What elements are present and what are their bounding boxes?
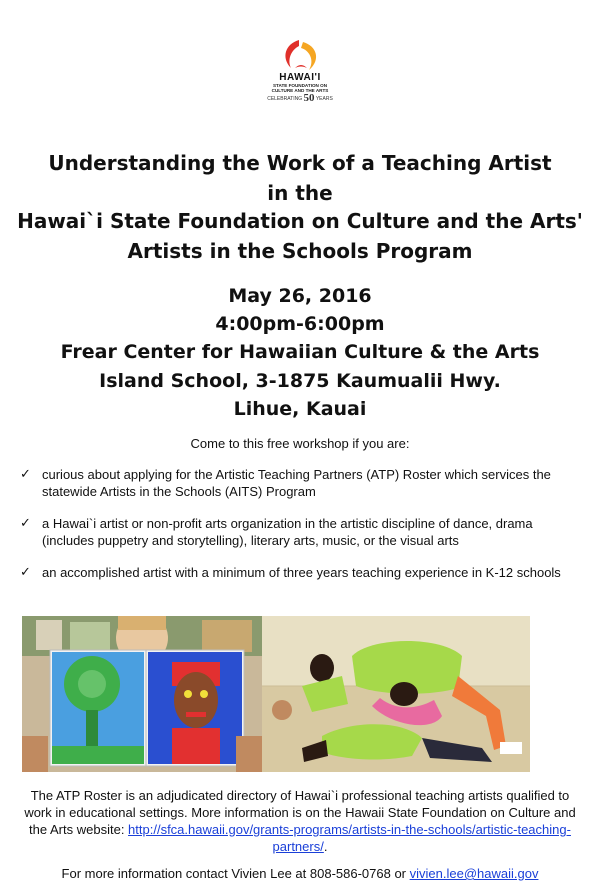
event-address: Island School, 3-1875 Kaumualii Hwy.: [99, 370, 501, 392]
contact-text: For more information contact Vivien Lee at 808-586-0768 or: [61, 866, 410, 881]
list-item: [20, 466, 580, 500]
kids-dancing-photo: [262, 616, 530, 772]
list-item-text: curious about applying for the Artistic Teaching Partners (ATP) Roster which services the statewide Artists in the Schools (AITS) Program: [42, 467, 551, 499]
event-venue: Frear Center for Hawaiian Culture & the Arts: [60, 341, 540, 363]
contact-email-link[interactable]: vivien.lee@hawaii.gov: [409, 866, 539, 881]
about-end: .: [323, 839, 328, 854]
checkmark-icon: ✓: [20, 516, 31, 531]
logo-celebrating: [262, 94, 338, 103]
checkmark-icon: ✓: [20, 467, 31, 482]
photo-strip: [22, 616, 530, 772]
logo-years: YEARS: [315, 96, 333, 103]
list-item: [20, 515, 580, 549]
checkmark-icon: ✓: [20, 565, 31, 580]
event-city: Lihue, Kauai: [233, 398, 367, 420]
child-artwork-photo: [22, 616, 262, 772]
flame-logo-icon: [277, 38, 323, 72]
logo-fifty: 50: [303, 92, 315, 105]
program-website-link[interactable]: http://sfca.hawaii.gov/grants-programs/artists-in-the-schools/artistic-teaching-partners/: [128, 822, 571, 854]
list-item-text: an accomplished artist with a minimum of three years teaching experience in K-12 schools: [42, 565, 561, 580]
event-date: May 26, 2016: [228, 285, 372, 307]
intro-text: Come to this free workshop if you are:: [190, 436, 410, 451]
logo-celebrating-label: CELEBRATING: [267, 96, 303, 103]
logo-line2: CULTURE AND THE ARTS: [271, 88, 329, 94]
about-text: The ATP Roster is an adjudicated directory of Hawai`i professional teaching artists qualified to work in educational settings. More information is on the Hawaii State Foundation on Culture and the Arts website:: [24, 788, 576, 837]
criteria-list: [20, 466, 580, 596]
hsfca-logo: [262, 38, 338, 103]
contact-line: [0, 865, 600, 882]
logo-line1: STATE FOUNDATION ON: [272, 83, 328, 88]
about-paragraph: [20, 787, 580, 855]
list-item-text: a Hawai`i artist or non-profit arts organization in the artistic discipline of dance, drama (includes puppetry and storytelling), literary arts, music, or the visual arts: [42, 516, 533, 548]
title-line-3: Hawai`i State Foundation on Culture and the Arts': [17, 209, 583, 233]
event-time: 4:00pm-6:00pm: [215, 313, 385, 335]
logo-name: HAWAI'I: [279, 72, 321, 83]
title-line-4: Artists in the Schools Program: [127, 239, 473, 263]
list-item: [20, 564, 580, 581]
title-line-1: Understanding the Work of a Teaching Artist: [48, 151, 552, 175]
title-line-2: in the: [267, 181, 333, 205]
